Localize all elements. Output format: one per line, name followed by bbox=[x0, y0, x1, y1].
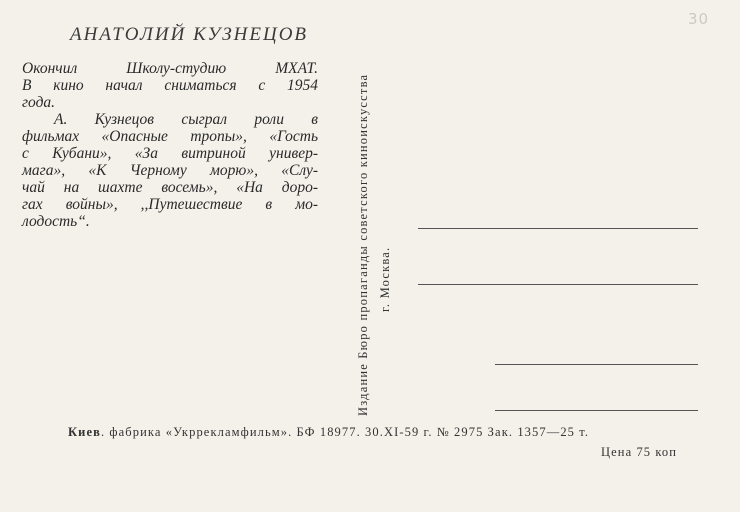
pencil-mark: 30 bbox=[688, 10, 710, 28]
imprint-details: . фабрика «Укррекламфильм». БФ 18977. 30.XI-59 г. № 2975 Зак. 1357—25 т. bbox=[100, 425, 590, 439]
bio-line: с Кубани», «За витриной универ- bbox=[22, 145, 318, 162]
publisher-line: Издание Бюро пропаганды советского киноискусства bbox=[356, 73, 370, 416]
bio-line: гах войны», ,,Путешествие в мо- bbox=[22, 196, 318, 213]
bio-line: мага», «К Черному морю», «Слу- bbox=[22, 162, 318, 179]
bio-line: фильмах «Опасные тропы», «Гость bbox=[22, 128, 318, 145]
bio-line: В кино начал сниматься с 1954 bbox=[22, 77, 318, 94]
bio-line: А. Кузнецов сыграл роли в bbox=[54, 111, 318, 128]
address-line bbox=[495, 364, 698, 365]
biography-text bbox=[22, 60, 318, 230]
publisher-vertical-text bbox=[352, 16, 396, 416]
bio-line: года. bbox=[22, 94, 56, 111]
bio-line: лодость“. bbox=[22, 213, 90, 230]
printing-imprint bbox=[68, 425, 589, 440]
bio-line: Окончил Школу-студию МХАТ. bbox=[22, 60, 318, 77]
address-line bbox=[495, 410, 698, 411]
address-line bbox=[418, 228, 698, 229]
price-label: Цена 75 коп bbox=[601, 445, 678, 459]
address-line bbox=[418, 284, 698, 285]
publisher-city: г. Москва. bbox=[378, 246, 392, 312]
bio-line: чай на шахте восемь», «На доро- bbox=[22, 179, 318, 196]
actor-name-title: АНАТОЛИЙ КУЗНЕЦОВ bbox=[70, 24, 309, 45]
imprint-city: Киев bbox=[68, 425, 101, 439]
